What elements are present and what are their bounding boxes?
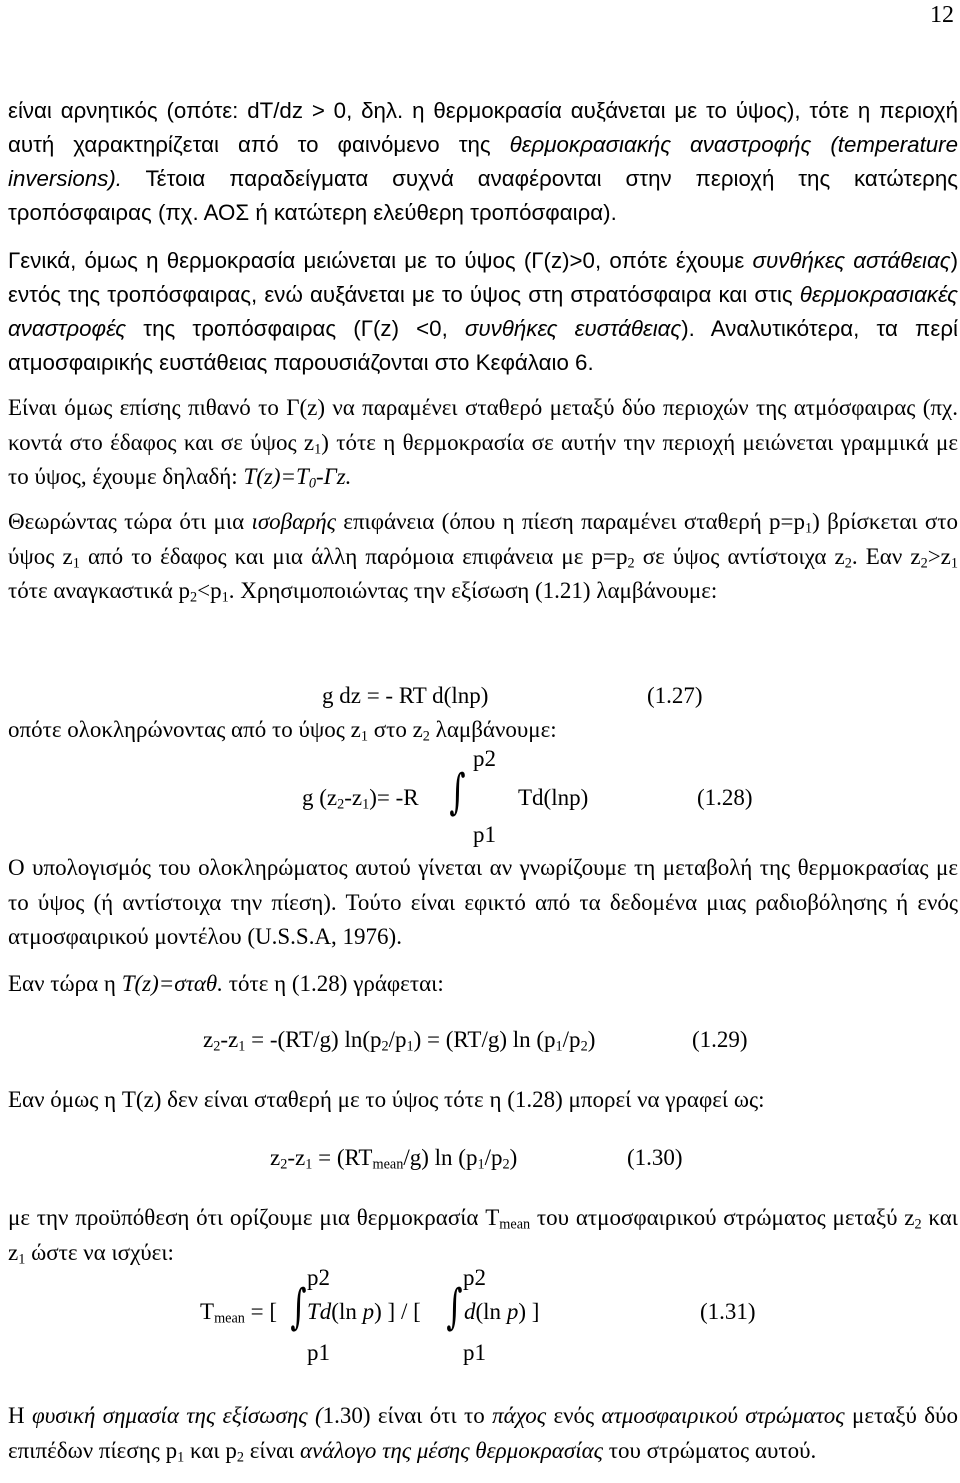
text: Εαν τώρα η: [8, 971, 122, 996]
paragraph-linear-decrease: [8, 391, 958, 495]
text: d: [464, 1299, 476, 1324]
page-number: 12: [930, 2, 954, 28]
subscript: 2: [920, 555, 928, 572]
inline-formula: [243, 464, 352, 492]
paragraph-constant-temp: [8, 967, 958, 1002]
subscript: mean: [214, 1310, 245, 1327]
text: είναι: [244, 1437, 300, 1463]
emphasis: πάχος: [492, 1403, 547, 1428]
integral-sign: ∫: [290, 1279, 307, 1335]
equation-1-29: [203, 1027, 595, 1053]
text: p: [362, 1299, 375, 1324]
text: Είναι όμως επίσης πιθανό το Γ(z) να παραμένει σταθερό μεταξύ δύο περιοχών της ατμόσφαιρας (πχ. κοντά στο έδαφος και σε ύψος z: [8, 395, 958, 455]
integral-lower-limit: p1: [473, 822, 496, 847]
text: με την προϋπόθεση ότι ορίζουμε μια θερμοκρασία T: [8, 1205, 500, 1230]
text: /g) ln (p: [403, 1145, 478, 1170]
text: )= -R: [369, 785, 419, 810]
integral-upper-limit: p2: [473, 746, 496, 771]
text: >z: [927, 543, 951, 569]
subscript: 1: [18, 1251, 26, 1268]
subscript: 2: [914, 1216, 922, 1233]
text: Η: [8, 1403, 32, 1428]
equation-1-27: [322, 683, 488, 709]
text: ενός: [546, 1403, 602, 1428]
text: /p: [562, 1027, 581, 1052]
text: -z: [287, 1145, 306, 1170]
text: μεταξύ δύο επιπέδων πίεσης p: [8, 1403, 959, 1463]
emphasis: ανάλογο της μέσης θερμοκρασίας: [299, 1437, 604, 1463]
equation-number: (1.28): [697, 785, 753, 810]
emphasis: θερμοκρασιακής αναστροφής (temperature inversions).: [8, 132, 958, 191]
text: <p: [197, 578, 222, 603]
text: λαμβάνουμε:: [429, 717, 557, 742]
text: /p: [484, 1145, 503, 1170]
integral-lower-limit: p1: [307, 1340, 330, 1365]
text: p: [506, 1299, 519, 1324]
text: -z: [344, 785, 363, 810]
text: ) τότε η θερμοκρασία σε αυτήν την περιοχή μειώνεται γραμμικά με το ύψος, έχουμε δηλαδή:: [8, 429, 958, 489]
text: T: [200, 1299, 215, 1324]
subscript: 1: [805, 520, 813, 537]
text: ): [374, 1299, 382, 1324]
subscript: mean: [372, 1156, 404, 1173]
subscript: 2: [236, 1449, 244, 1466]
text: ): [518, 1299, 526, 1324]
equation-1-31-lhs: [200, 1299, 277, 1325]
equation-number: (1.27): [647, 683, 703, 708]
subscript: 2: [280, 1156, 288, 1173]
text: από το έδαφος και μια άλλη παρόμοια επιφάνεια με p=p: [79, 543, 628, 569]
text: ]: [525, 1299, 540, 1324]
text: . Χρησιμοποιώντας την εξίσωση (1.21) λαμβάνουμε:: [228, 578, 718, 603]
integral-upper-limit: p2: [463, 1265, 486, 1290]
text: Θεωρώντας τώρα ότι μια: [8, 509, 252, 534]
subscript: 1: [406, 1038, 414, 1055]
integral-sign: ∫: [449, 764, 466, 820]
paragraph-mean-temperature: [8, 1201, 958, 1270]
text: = (RT: [312, 1145, 373, 1170]
paragraph-radiosonde: [8, 851, 958, 955]
integrand: Td(lnp): [518, 785, 589, 810]
equation-1-30: [270, 1145, 517, 1171]
subscript: 2: [337, 796, 345, 813]
text: σε ύψος αντίστοιχα z: [634, 543, 845, 569]
subscript: 1: [362, 796, 370, 813]
text: τότε η (1.28) γράφεται:: [222, 971, 444, 996]
text: ώστε να ισχύει:: [25, 1239, 174, 1265]
text: και p: [184, 1437, 237, 1463]
text: τότε αναγκαστικά p: [8, 578, 191, 603]
emphasis: συνθήκες αστάθειας: [752, 248, 951, 273]
subscript: 2: [627, 555, 635, 572]
text: (ln: [331, 1299, 363, 1324]
text: ). Αναλυτικότερα, τα περί ατμοσφαιρικής ευστάθειας παρουσιάζονται στο Κεφάλαιο 6.: [8, 316, 958, 375]
text: . Εαν z: [851, 543, 921, 569]
integrand: [307, 1299, 421, 1325]
subscript: 1: [305, 1156, 313, 1173]
text: = [: [244, 1299, 278, 1324]
equation-body: g dz = - RT d(lnp): [322, 683, 489, 708]
emphasis: ατμοσφαιρικού: [601, 1403, 738, 1428]
formula-text: T(z)=T: [243, 464, 309, 489]
text: του στρώματος αυτού.: [603, 1437, 817, 1463]
paragraph-temperature-inversion: [8, 94, 958, 230]
subscript: 1: [555, 1038, 563, 1055]
text: 1.30) είναι ότι το: [322, 1403, 493, 1428]
paragraph-isobaric-surface: [8, 505, 958, 609]
text: Τέτοια παραδείγματα συχνά αναφέρονται στην περιοχή της κατώτερης τροπόσφαιρας (πχ. ΑΟΣ ή κατώτερη ελεύθερη τροπόσφαιρα).: [8, 166, 958, 225]
subscript: 2: [844, 555, 852, 572]
emphasis: στρώματος: [745, 1403, 845, 1428]
text: g (z: [302, 785, 338, 810]
subscript: 1: [221, 589, 229, 606]
text: z: [270, 1145, 281, 1170]
text: είναι αρνητικός (οπότε: dT/dz > 0, δηλ. η θερμοκρασία αυξάνεται με το ύψος), τότε η περιοχή αυτή χαρακτηρίζεται από το φαινόμενο της: [8, 98, 958, 157]
subscript: 0: [308, 475, 316, 492]
equation-number: (1.31): [700, 1299, 756, 1324]
paragraph-physical-meaning: [8, 1399, 958, 1468]
text: στο z: [367, 717, 423, 742]
text: του ατμοσφαιρικού στρώματος μεταξύ z: [530, 1205, 915, 1230]
subscript: 1: [177, 1449, 185, 1466]
subscript: 2: [502, 1156, 510, 1173]
text: Td: [307, 1299, 332, 1324]
subscript: 1: [314, 441, 322, 458]
integral-lower-limit: p1: [463, 1340, 486, 1365]
subscript: 1: [238, 1038, 246, 1055]
text: (ln: [475, 1299, 507, 1324]
subscript: 2: [580, 1038, 588, 1055]
subscript: 1: [950, 555, 959, 572]
emphasis: θερμοκρασιακές αναστροφές: [8, 282, 958, 341]
emphasis: συνθήκες ευστάθειας: [464, 316, 682, 341]
text: = -(RT/g) ln(p: [245, 1027, 382, 1052]
text: ) = (RT/g) ln (p: [413, 1027, 556, 1052]
subscript: 2: [422, 728, 430, 745]
formula-text: -Γz.: [315, 464, 352, 489]
paragraph-stability: [8, 244, 958, 380]
subscript: 2: [213, 1038, 221, 1055]
equation-number: (1.30): [627, 1145, 683, 1170]
text: Γενικά, όμως η θερμοκρασία μειώνεται με το ύψος (Γ(z)>0, οπότε έχουμε: [8, 248, 753, 273]
subscript: 1: [72, 555, 80, 572]
text: ] / [: [381, 1299, 421, 1324]
text: επιφάνεια (όπου η πίεση παραμένει σταθερή p=p: [335, 509, 805, 534]
text: ): [587, 1027, 596, 1052]
text: ) εντός της τροπόσφαιρας, ενώ αυξάνεται με το ύψος στη στρατόσφαιρα και στις: [8, 248, 958, 307]
subscript: 2: [381, 1038, 389, 1055]
text: ) βρίσκεται στο ύψος z: [8, 509, 959, 569]
emphasis: ισοβαρής: [251, 509, 336, 534]
integral-sign: ∫: [446, 1279, 463, 1335]
subscript: 2: [190, 589, 198, 606]
paragraph-nonconstant-temp: [8, 1083, 958, 1118]
equation-1-28-lhs: [302, 785, 419, 811]
subscript: 1: [360, 728, 368, 745]
subscript: 1: [477, 1156, 485, 1173]
text: Εαν όμως η T(z) δεν είναι σταθερή με το ύψος τότε η (1.28) μπορεί να γραφεί ως:: [8, 1087, 765, 1112]
text: και z: [8, 1205, 958, 1265]
text: της τροπόσφαιρας (Γ(z) <0,: [126, 316, 465, 341]
integrand: [464, 1299, 539, 1325]
text: -z: [220, 1027, 239, 1052]
text: Ο υπολογισμός του ολοκληρώματος αυτού γίνεται αν γνωρίζουμε τη μεταβολή της θερμοκρασίας με το ύψος (ή αντίστοιχα την πίεση). Τούτο είναι εφικτό από τα δεδομένα μιας ραδιοβόλησης ή ενός ατμοσφαιρικού μοντέλου (U.S.S.A, 1976).: [8, 855, 958, 949]
text: z: [203, 1027, 214, 1052]
text: οπότε ολοκληρώνοντας από το ύψος z: [8, 717, 361, 742]
paragraph-integrate: [8, 713, 958, 748]
emphasis: φυσική σημασία της εξίσωσης (: [31, 1403, 323, 1428]
text: ): [509, 1145, 518, 1170]
subscript: mean: [499, 1216, 531, 1233]
emphasis: T(z)=σταθ.: [121, 971, 223, 996]
text: /p: [388, 1027, 407, 1052]
integral-upper-limit: p2: [307, 1265, 330, 1290]
equation-number: (1.29): [692, 1027, 748, 1052]
